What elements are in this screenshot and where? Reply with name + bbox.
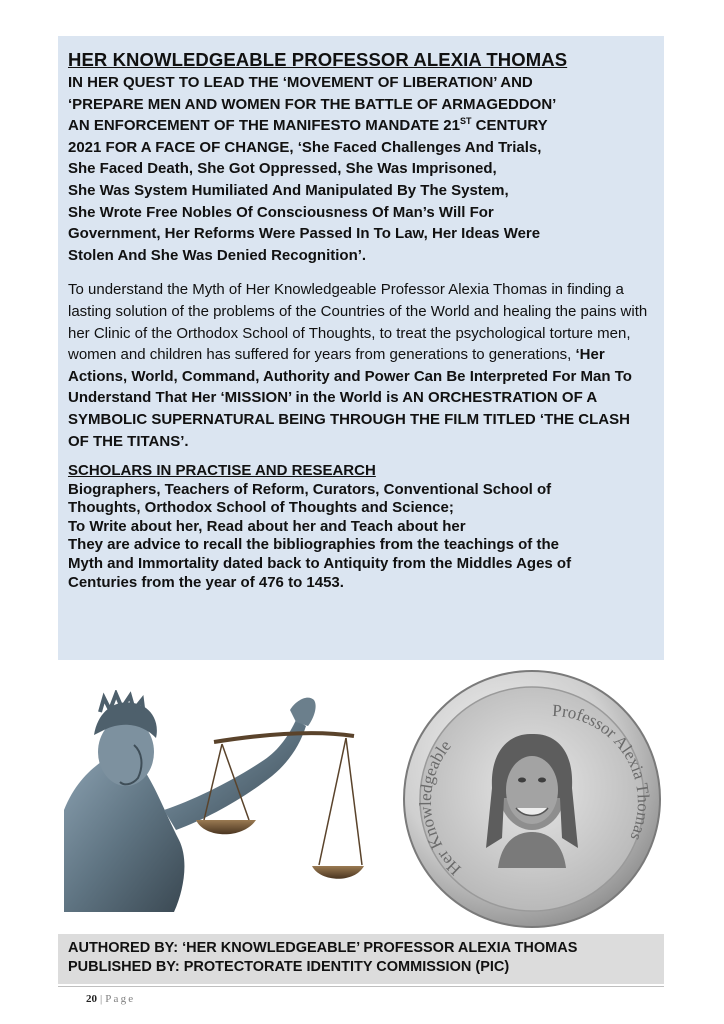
intro-line: CENTURY — [471, 117, 548, 135]
published-by: PUBLISHED BY: PROTECTORATE IDENTITY COMMISSION (PIC) — [68, 959, 510, 975]
page-number-separator: | — [100, 993, 103, 1005]
scholars-line: They are advice to recall the bibliographies from the teachings of the — [68, 536, 559, 554]
myth-bold-text: ‘Her Actions, World, Command, Authority and Power Can Be Interpreted For Man To Understand That Her ‘MISSION’ in the World is AN ORCHESTRATION OF A SYMBOLIC SUPERNATURAL BEING THROUGH THE FILM TITLED ‘THE CLASH OF THE TITANS’. — [68, 346, 632, 450]
intro-line: IN HER QUEST TO LEAD THE ‘MOVEMENT OF LIBERATION’ AND — [68, 74, 533, 91]
page-word: Page — [105, 993, 136, 1005]
page-number — [86, 993, 135, 1005]
scholars-line: Thoughts, Orthodox School of Thoughts and Science; — [68, 499, 454, 517]
intro-line: 2021 FOR A FACE OF CHANGE, ‘She Faced Challenges And Trials, — [68, 138, 542, 156]
page-number-value: 20 — [86, 993, 97, 1005]
page-title: HER KNOWLEDGEABLE PROFESSOR ALEXIA THOMAS — [68, 49, 568, 70]
footer-divider — [58, 986, 664, 987]
scholars-line: Myth and Immortality dated back to Antiquity from the Middles Ages of — [68, 555, 572, 573]
intro-line: AN ENFORCEMENT OF THE MANIFESTO MANDATE 21 — [68, 117, 460, 135]
scholars-section — [68, 462, 654, 592]
intro-line: She Was System Humiliated And Manipulated By The System, — [68, 181, 509, 199]
lady-justice-image — [64, 690, 364, 912]
scholars-line: Biographers, Teachers of Reform, Curators, Conventional School of — [68, 480, 552, 498]
intro-line: She Faced Death, She Got Oppressed, She Was Imprisoned, — [68, 160, 497, 178]
scholars-line: To Write about her, Read about her and Teach about her — [68, 517, 466, 535]
myth-paragraph — [68, 279, 654, 452]
myth-text: To understand the Myth of Her Knowledgeable Professor Alexia Thomas in finding a lasting solution of the problems of the Countries of the World and healing the pains with her Clinic of the Orthodox School of Thoughts, to treat the psychological torture men, women and children has suffered for years from generations to generations, — [68, 281, 648, 364]
authored-by: AUTHORED BY: ‘HER KNOWLEDGEABLE’ PROFESSOR ALEXIA THOMAS — [68, 940, 578, 956]
intro-line: Government, Her Reforms Were Passed In To Law, Her Ideas Were — [68, 225, 541, 243]
scholars-line: Centuries from the year of 476 to 1453. — [68, 573, 344, 591]
intro-paragraph — [68, 72, 654, 266]
main-text-panel — [58, 36, 664, 660]
intro-line: She Wrote Free Nobles Of Consciousness Of Man’s Will For — [68, 203, 494, 221]
coin-inscription-left: Her Knowledgeable — [415, 736, 465, 880]
scholars-heading: SCHOLARS IN PRACTISE AND RESEARCH — [68, 462, 376, 480]
intro-line: Stolen And She Was Denied Recognition’. — [68, 246, 367, 264]
coin-inscription-right: Professor Alexia Thomas — [551, 700, 653, 844]
intro-line: ‘PREPARE MEN AND WOMEN FOR THE BATTLE OF ARMAGEDDON’ — [68, 95, 557, 113]
author-publisher-footer — [58, 934, 664, 984]
superscript-st: ST — [459, 116, 472, 127]
commemorative-coin-image — [402, 668, 662, 930]
